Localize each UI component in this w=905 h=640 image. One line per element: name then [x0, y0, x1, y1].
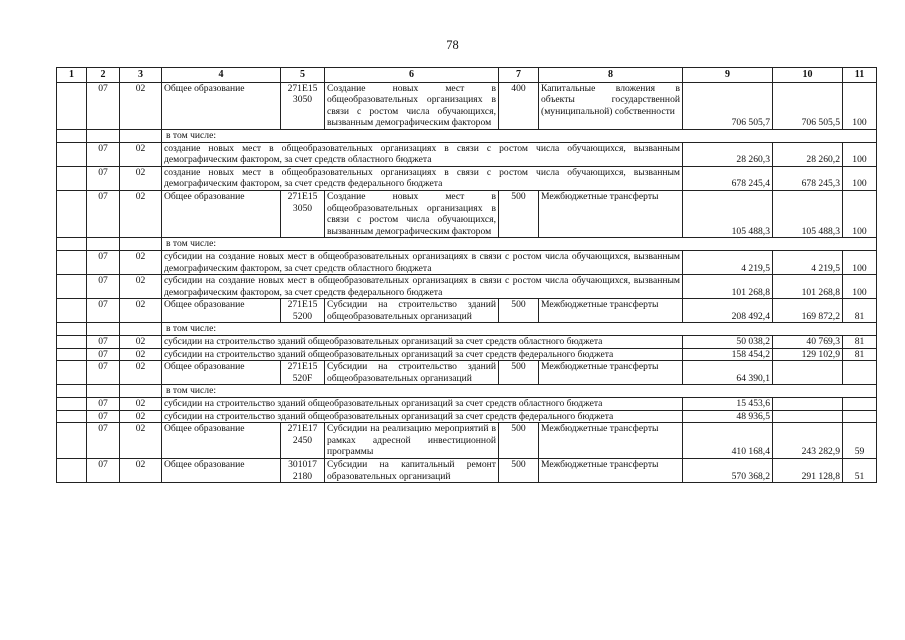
execution-percent: 100	[843, 275, 877, 299]
cell-col1	[57, 299, 87, 323]
section-code: 07	[87, 361, 120, 385]
detail-description: субсидии на строительство зданий общеобразовательных организаций за счет средств федерального бюджета	[162, 348, 683, 361]
expense-type-name: Капитальные вложения в объекты государственной (муниципальной) собственности	[539, 82, 683, 129]
cell-col2	[87, 323, 120, 336]
subsection-code: 02	[120, 275, 162, 299]
target-article-name: Создание новых мест в общеобразовательных организациях в связи с ростом числа обучающихся, вызванным демографическим фактором	[325, 82, 499, 129]
planned-amount: 208 492,4	[683, 299, 773, 323]
executed-amount: 28 260,2	[773, 142, 843, 166]
expense-type-code: 500	[499, 459, 539, 483]
expense-type-name: Межбюджетные трансферты	[539, 423, 683, 459]
section-code: 07	[87, 275, 120, 299]
target-article-name: Субсидии на строительство зданий общеобразовательных организаций	[325, 299, 499, 323]
execution-percent: 59	[843, 423, 877, 459]
target-article-name: Субсидии на строительство зданий общеобразовательных организаций	[325, 361, 499, 385]
detail-row	[57, 410, 877, 423]
cell-col2	[87, 385, 120, 398]
planned-amount: 570 368,2	[683, 459, 773, 483]
planned-amount: 15 453,6	[683, 398, 773, 411]
expense-type-code: 500	[499, 190, 539, 237]
section-code: 07	[87, 299, 120, 323]
detail-description: субсидии на создание новых мест в общеобразовательных организациях в связи с ростом числа обучающихся, вызванным демографическим фактором, за счет средств федерального бюджета	[162, 275, 683, 299]
cell-col1	[57, 142, 87, 166]
column-header-7: 7	[499, 68, 539, 83]
cell-col1	[57, 348, 87, 361]
detail-description: субсидии на строительство зданий общеобразовательных организаций за счет средств областного бюджета	[162, 398, 683, 411]
cell-col1	[57, 459, 87, 483]
section-name: Общее образование	[162, 423, 281, 459]
planned-amount: 28 260,3	[683, 142, 773, 166]
expense-type-code: 500	[499, 423, 539, 459]
cell-col1	[57, 410, 87, 423]
cell-col1	[57, 398, 87, 411]
subsection-code: 02	[120, 142, 162, 166]
expense-type-name: Межбюджетные трансферты	[539, 190, 683, 237]
executed-amount: 243 282,9	[773, 423, 843, 459]
subsection-code: 02	[120, 423, 162, 459]
section-code: 07	[87, 82, 120, 129]
cell-col3	[120, 238, 162, 251]
planned-amount: 50 038,2	[683, 336, 773, 349]
column-header-2: 2	[87, 68, 120, 83]
executed-amount	[773, 361, 843, 385]
target-article-name: Субсидии на реализацию мероприятий в рамках адресной инвестиционной программы	[325, 423, 499, 459]
executed-amount: 4 219,5	[773, 250, 843, 274]
target-article-code: 271E15 3050	[281, 190, 325, 237]
target-article-name: Субсидии на капитальный ремонт образовательных организаций	[325, 459, 499, 483]
subsection-code: 02	[120, 299, 162, 323]
subsection-code: 02	[120, 190, 162, 237]
execution-percent	[843, 361, 877, 385]
expense-type-code: 500	[499, 361, 539, 385]
section-code: 07	[87, 250, 120, 274]
detail-row	[57, 166, 877, 190]
subtotal-note-row	[57, 385, 877, 398]
section-code: 07	[87, 423, 120, 459]
detail-row	[57, 348, 877, 361]
section-code: 07	[87, 336, 120, 349]
column-header-6: 6	[325, 68, 499, 83]
detail-row	[57, 275, 877, 299]
column-header-9: 9	[683, 68, 773, 83]
expense-type-name: Межбюджетные трансферты	[539, 299, 683, 323]
subtotal-note-row	[57, 238, 877, 251]
planned-amount: 48 936,5	[683, 410, 773, 423]
execution-percent: 100	[843, 250, 877, 274]
subsection-code: 02	[120, 348, 162, 361]
table-row	[57, 299, 877, 323]
section-code: 07	[87, 348, 120, 361]
section-code: 07	[87, 459, 120, 483]
executed-amount: 291 128,8	[773, 459, 843, 483]
execution-percent: 100	[843, 142, 877, 166]
cell-col1	[57, 385, 87, 398]
executed-amount: 101 268,8	[773, 275, 843, 299]
table-row	[57, 190, 877, 237]
cell-col1	[57, 238, 87, 251]
executed-amount	[773, 410, 843, 423]
target-article-code: 271E17 2450	[281, 423, 325, 459]
planned-amount: 64 390,1	[683, 361, 773, 385]
cell-col3	[120, 385, 162, 398]
header-row	[57, 68, 877, 83]
subsection-code: 02	[120, 410, 162, 423]
subsection-code: 02	[120, 336, 162, 349]
subsection-code: 02	[120, 361, 162, 385]
section-code: 07	[87, 142, 120, 166]
subtotal-note-row	[57, 323, 877, 336]
detail-row	[57, 398, 877, 411]
page-number: 78	[446, 38, 459, 52]
executed-amount: 169 872,2	[773, 299, 843, 323]
cell-col1	[57, 336, 87, 349]
detail-description: создание новых мест в общеобразовательных организациях в связи с ростом числа обучающихся, вызванным демографическим фактором, за счет средств областного бюджета	[162, 142, 683, 166]
section-name: Общее образование	[162, 190, 281, 237]
cell-col3	[120, 129, 162, 142]
column-header-3: 3	[120, 68, 162, 83]
detail-row	[57, 142, 877, 166]
subsection-code: 02	[120, 459, 162, 483]
execution-percent: 81	[843, 299, 877, 323]
planned-amount: 101 268,8	[683, 275, 773, 299]
execution-percent: 100	[843, 190, 877, 237]
cell-col1	[57, 82, 87, 129]
column-header-4: 4	[162, 68, 281, 83]
detail-description: субсидии на создание новых мест в общеобразовательных организациях в связи с ростом числа обучающихся, вызванным демографическим фактором, за счет средств областного бюджета	[162, 250, 683, 274]
planned-amount: 678 245,4	[683, 166, 773, 190]
section-name: Общее образование	[162, 82, 281, 129]
section-code: 07	[87, 166, 120, 190]
execution-percent: 100	[843, 166, 877, 190]
subtotal-note-row	[57, 129, 877, 142]
cell-col1	[57, 323, 87, 336]
cell-col3	[120, 323, 162, 336]
table-row	[57, 361, 877, 385]
executed-amount	[773, 398, 843, 411]
execution-percent	[843, 398, 877, 411]
cell-col2	[87, 129, 120, 142]
expense-type-code: 400	[499, 82, 539, 129]
detail-row	[57, 250, 877, 274]
planned-amount: 706 505,7	[683, 82, 773, 129]
executed-amount: 105 488,3	[773, 190, 843, 237]
cell-col1	[57, 361, 87, 385]
planned-amount: 158 454,2	[683, 348, 773, 361]
subsection-code: 02	[120, 82, 162, 129]
column-header-1: 1	[57, 68, 87, 83]
expense-type-name: Межбюджетные трансферты	[539, 361, 683, 385]
execution-percent: 81	[843, 336, 877, 349]
detail-description: субсидии на строительство зданий общеобразовательных организаций за счет средств федерального бюджета	[162, 410, 683, 423]
cell-col1	[57, 166, 87, 190]
section-name: Общее образование	[162, 361, 281, 385]
note-text: в том числе:	[162, 238, 877, 251]
cell-col1	[57, 250, 87, 274]
section-name: Общее образование	[162, 459, 281, 483]
budget-table	[56, 67, 877, 483]
column-header-10: 10	[773, 68, 843, 83]
executed-amount: 678 245,3	[773, 166, 843, 190]
execution-percent	[843, 410, 877, 423]
section-name: Общее образование	[162, 299, 281, 323]
cell-col2	[87, 238, 120, 251]
executed-amount: 706 505,5	[773, 82, 843, 129]
section-code: 07	[87, 410, 120, 423]
note-text: в том числе:	[162, 323, 877, 336]
section-code: 07	[87, 190, 120, 237]
table-row	[57, 459, 877, 483]
executed-amount: 129 102,9	[773, 348, 843, 361]
planned-amount: 410 168,4	[683, 423, 773, 459]
planned-amount: 105 488,3	[683, 190, 773, 237]
execution-percent: 81	[843, 348, 877, 361]
detail-row	[57, 336, 877, 349]
section-code: 07	[87, 398, 120, 411]
expense-type-code: 500	[499, 299, 539, 323]
cell-col1	[57, 275, 87, 299]
execution-percent: 51	[843, 459, 877, 483]
subsection-code: 02	[120, 166, 162, 190]
target-article-name: Создание новых мест в общеобразовательных организациях в связи с ростом числа обучающихся, вызванным демографическим фактором	[325, 190, 499, 237]
cell-col1	[57, 129, 87, 142]
column-header-5: 5	[281, 68, 325, 83]
cell-col1	[57, 190, 87, 237]
table-row	[57, 82, 877, 129]
executed-amount: 40 769,3	[773, 336, 843, 349]
target-article-code: 271E15 3050	[281, 82, 325, 129]
note-text: в том числе:	[162, 129, 877, 142]
execution-percent: 100	[843, 82, 877, 129]
expense-type-name: Межбюджетные трансферты	[539, 459, 683, 483]
detail-description: субсидии на строительство зданий общеобразовательных организаций за счет средств областного бюджета	[162, 336, 683, 349]
column-header-8: 8	[539, 68, 683, 83]
detail-description: создание новых мест в общеобразовательных организациях в связи с ростом числа обучающихся, вызванным демографическим фактором, за счет средств федерального бюджета	[162, 166, 683, 190]
subsection-code: 02	[120, 250, 162, 274]
note-text: в том числе:	[162, 385, 877, 398]
target-article-code: 271E15 5200	[281, 299, 325, 323]
cell-col1	[57, 423, 87, 459]
target-article-code: 271E15 520F	[281, 361, 325, 385]
target-article-code: 301017 2180	[281, 459, 325, 483]
planned-amount: 4 219,5	[683, 250, 773, 274]
table-row	[57, 423, 877, 459]
column-header-11: 11	[843, 68, 877, 83]
subsection-code: 02	[120, 398, 162, 411]
